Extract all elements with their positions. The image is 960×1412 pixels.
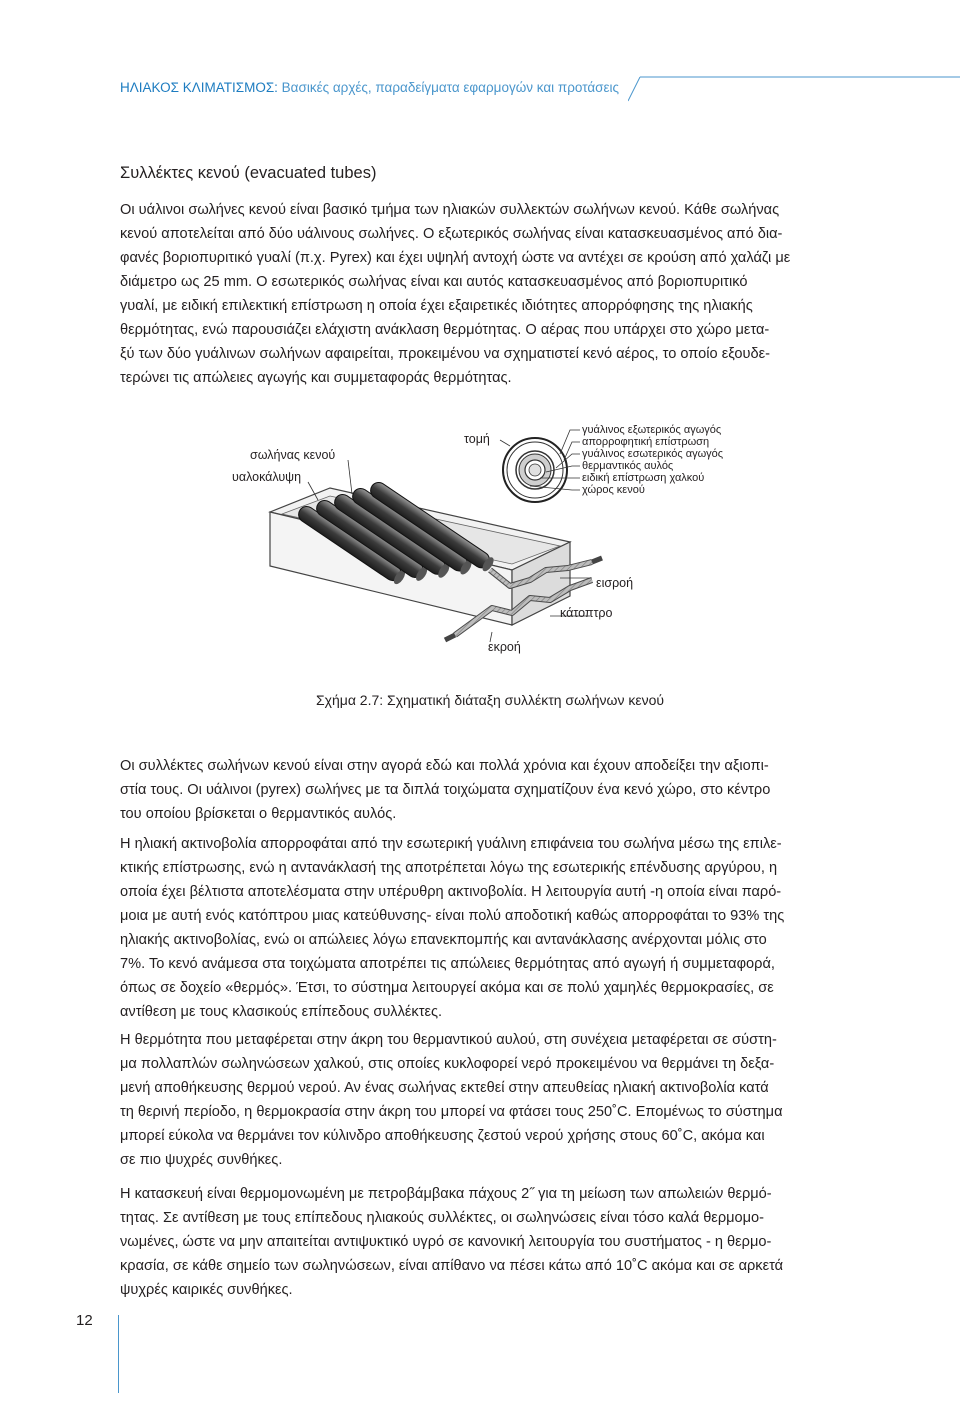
figure-caption: Σχήμα 2.7: Σχηματική διάταξη συλλέκτη σωλήνων κενού (315, 692, 665, 708)
text-line: αντίθεση με τους κλασικούς επίπεδους συλλέκτες. (120, 1004, 443, 1020)
text-line: νωμένες, ώστε να μην απαιτείται αντιψυκτικό υγρό σε κανονική λειτουργία του συστήματος - η θερμο- (120, 1234, 772, 1250)
text-line: Η ηλιακή ακτινοβολία απορροφάται από την εσωτερική γυάλινη επιφάνεια του σωλήνα μέσω της επιλε- (120, 836, 782, 852)
legend-item: ειδική επίστρωση χαλκού (582, 472, 705, 484)
text-line: γυαλί, με ειδική επιλεκτική επίστρωση η οποία έχει εξαιρετικές ιδιότητες απορρόφησης της ηλιακής (120, 298, 753, 314)
text-line: τη θερινή περίοδο, η θερμοκρασία στην άκρη του μπορεί να φτάσει τους 250˚C. Επομένως το σύστημα (120, 1104, 783, 1120)
running-header (0, 76, 960, 104)
text-line: μενή αποθήκευσης θερμού νερού. Αν ένας σωλήνας εκτεθεί στην απευθείας ηλιακή ακτινοβολία κατά (120, 1080, 769, 1096)
legend-item: απορροφητική επίστρωση (582, 436, 710, 448)
legend-item: χώρος κενού (582, 484, 645, 496)
text-line: στία τους. Οι υάλινοι (pyrex) σωλήνες με τα διπλά τοιχώματα σχηματίζουν ένα κενό χώρο, στο κέντρο (120, 782, 771, 798)
label-mirror: κάτοπτρο (560, 606, 613, 620)
text-line: ψυχρές καιρικές συνθήκες. (120, 1282, 293, 1298)
running-header-text (120, 80, 619, 95)
text-line: φανές βοριοπυριτικό γυαλί (π.χ. Pyrex) και έχει υψηλή αντοχή ώστε να αντέχει σε κρούση από χαλάζι με (120, 250, 791, 266)
section-title: Συλλέκτες κενού (evacuated tubes) (120, 164, 377, 182)
label-tube: σωλήνας κενού (250, 448, 336, 462)
text-line: Οι συλλέκτες σωλήνων κενού είναι στην αγορά εδώ και πολλά χρόνια και έχουν αποδείξει την αξιοπι- (120, 758, 769, 774)
legend-item: θερμαντικός αυλός (582, 460, 674, 472)
legend-item: γυάλινος εσωτερικός αγωγός (582, 448, 724, 460)
body-paragraph-1 (120, 754, 880, 826)
page-number: 12 (76, 1312, 93, 1329)
text-line: ηλιακής ακτινοβολίας, ενώ οι απώλειες λόγω επανεκπομπής και αντανάκλασης ανέρχονται μόλις στο (120, 932, 767, 948)
label-section: τομή (464, 432, 490, 446)
text-line: όπως σε δοχείο «θερμός». Έτσι, το σύστημα λειτουργεί ακόμα και σε πολύ χαμηλές θερμοκρασίες, σε (120, 980, 774, 996)
page-number-rule (118, 1315, 119, 1393)
text-line: Η θερμότητα που μεταφέρεται στην άκρη του θερμαντικού αυλού, στη συνέχεια μεταφέρεται σε σύστη- (120, 1032, 777, 1048)
body-paragraph-4 (120, 1182, 880, 1302)
intro-paragraph (120, 198, 880, 390)
text-line: διάμετρο ως 25 mm. Ο εσωτερικός σωλήνας είναι και αυτός κατασκευασμένος από βοριοπυριτικό (120, 274, 748, 290)
text-line: τητας. Σε αντίθεση με τους επίπεδους ηλιακούς συλλέκτες, οι σωληνώσεις είναι τόσο καλά θερμομο- (120, 1210, 765, 1226)
text-line: μα πολλαπλών σωληνώσεων χαλκού, στις οποίες κυκλοφορεί νερό προκειμένου να θερμάνει τη δεξα- (120, 1056, 775, 1072)
text-line: 7%. Το κενό ανάμεσα στα τοιχώματα αποτρέπει τις απώλειες θερμότητας από αγωγή ή συμμεταφορά, (120, 956, 775, 972)
text-line: ξύ των δύο γυάλινων σωλήνων αφαιρείται, προκειμένου να σχηματιστεί κενό αέρος, το οποίο εξουδε- (120, 346, 770, 362)
label-inlet: εισροή (596, 576, 634, 590)
collector-figure (230, 420, 760, 665)
header-subtitle: Βασικές αρχές, παραδείγματα εφαρμογών και προτάσεις (277, 80, 619, 95)
header-rule-graphic (628, 76, 960, 102)
text-line: οποία έχει βέλτιστα αποτελέσματα στην υπέρυθρη ακτινοβολία. Η λειτουργία αυτή -η οποία είναι παρό- (120, 884, 782, 900)
text-line: κρασία, σε κάθε σημείο των σωληνώσεων, είναι απίθανο να πέσει κάτω από 10˚C ακόμα και σε αρκετά (120, 1258, 784, 1274)
text-line: σε πιο ψυχρές συνθήκες. (120, 1152, 283, 1168)
body-paragraph-2 (120, 832, 880, 1024)
text-line: μπορεί εύκολα να θερμάνει τον κύλινδρο αποθήκευσης ζεστού νερού χρήσης στους 60˚C, ακόμα και (120, 1128, 765, 1144)
text-line: μοια με αυτή ενός κατόπτρου μιας κατεύθυνσης- είναι πολύ αποδοτική καθώς απορροφάται το 93% της (120, 908, 785, 924)
text-line: Οι υάλινοι σωλήνες κενού είναι βασικό τμήμα των ηλιακών συλλεκτών σωλήνων κενού. Κάθε σωλήνας (120, 202, 780, 218)
label-glazing: υαλοκάλυψη (232, 470, 302, 484)
text-line: Η κατασκευή είναι θερμομονωμένη με πετροβάμβακα πάχους 2˝ για τη μείωση των απωλειών θερμό- (120, 1186, 772, 1202)
label-outlet: εκροή (488, 640, 521, 654)
text-line: του οποίου βρίσκεται ο θερμαντικός αυλός. (120, 806, 397, 822)
header-title: ΗΛΙΑΚΟΣ ΚΛΙΜΑΤΙΣΜΟΣ: (120, 80, 278, 95)
text-line: κενού αποτελείται από δύο υάλινους σωλήνες. Ο εξωτερικός σωλήνας είναι κατασκευασμένος από δια- (120, 226, 783, 242)
body-paragraph-3 (120, 1028, 880, 1172)
text-line: τερώνει τις απώλειες αγωγής και συμμεταφοράς θερμότητας. (120, 370, 512, 386)
legend-item: γυάλινος εξωτερικός αγωγός (582, 424, 722, 436)
text-line: θερμότητας, ενώ παρουσιάζει ελάχιστη ανάκλαση θερμότητας. Ο αέρας που υπάρχει στο χώρο μετα- (120, 322, 770, 338)
tube-cross-section (503, 438, 567, 502)
text-line: κτικής επίστρωσης, ενώ η αντανάκλασή της αποτρέπεται λόγω της εσωτερικής επένδυσης αργύρου, η (120, 860, 778, 876)
